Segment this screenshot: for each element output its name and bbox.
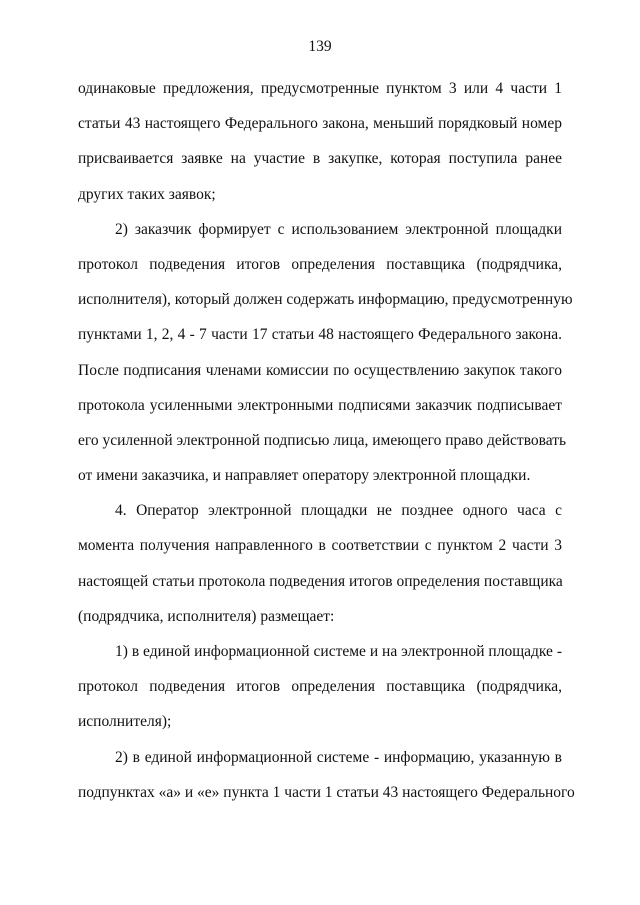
text-line: протокол подведения итогов определения поставщика (подрядчика, <box>78 255 562 273</box>
paragraph-item-2 <box>78 218 573 500</box>
text-line: одинаковые предложения, предусмотренные пунктом 3 или 4 части 1 <box>78 80 562 97</box>
text-line: настоящей статьи протокола подведения итогов определения поставщика <box>78 572 563 590</box>
paragraph-part-4-item-2 <box>78 746 575 816</box>
paragraph-continuation <box>78 77 562 218</box>
text-line: исполнителя), который должен содержать информацию, предусмотренную <box>78 291 573 309</box>
document-body <box>78 77 575 816</box>
text-line: пунктами 1, 2, 4 - 7 части 17 статьи 48 настоящего Федерального закона. <box>78 326 562 344</box>
paragraph-part-4-item-1 <box>78 640 562 746</box>
text-line: (подрядчика, исполнителя) размещает: <box>78 607 335 625</box>
text-line: протокол подведения итогов определения поставщика (подрядчика, <box>78 678 562 696</box>
paragraph-part-4 <box>78 499 562 640</box>
text-line: 1) в единой информационной системе и на электронной площадке - <box>115 643 562 660</box>
text-line: протокола усиленными электронными подписями заказчик подписывает <box>78 396 562 414</box>
text-line: присваивается заявке на участие в закупке, которая поступила ранее <box>78 150 562 168</box>
text-line: После подписания членами комиссии по осуществлению закупок такого <box>78 361 562 379</box>
text-line: его усиленной электронной подписью лица, имеющего право действовать <box>78 431 567 449</box>
text-line: 4. Оператор электронной площадки не позднее одного часа с <box>115 502 562 520</box>
text-line: момента получения направленного в соответствии с пунктом 2 части 3 <box>78 537 562 555</box>
text-line: подпунктах «а» и «е» пункта 1 части 1 статьи 43 настоящего Федерального <box>78 783 575 801</box>
text-line: от имени заказчика, и направляет оператору электронной площадки. <box>78 467 531 485</box>
text-line: статьи 43 настоящего Федерального закона, меньший порядковый номер <box>78 115 562 133</box>
text-line: других таких заявок; <box>78 185 216 203</box>
text-line: исполнителя); <box>78 713 172 731</box>
page-number: 139 <box>308 38 332 55</box>
text-line: 2) в единой информационной системе - информацию, указанную в <box>115 748 562 766</box>
text-line: 2) заказчик формирует с использованием электронной площадки <box>115 220 562 238</box>
